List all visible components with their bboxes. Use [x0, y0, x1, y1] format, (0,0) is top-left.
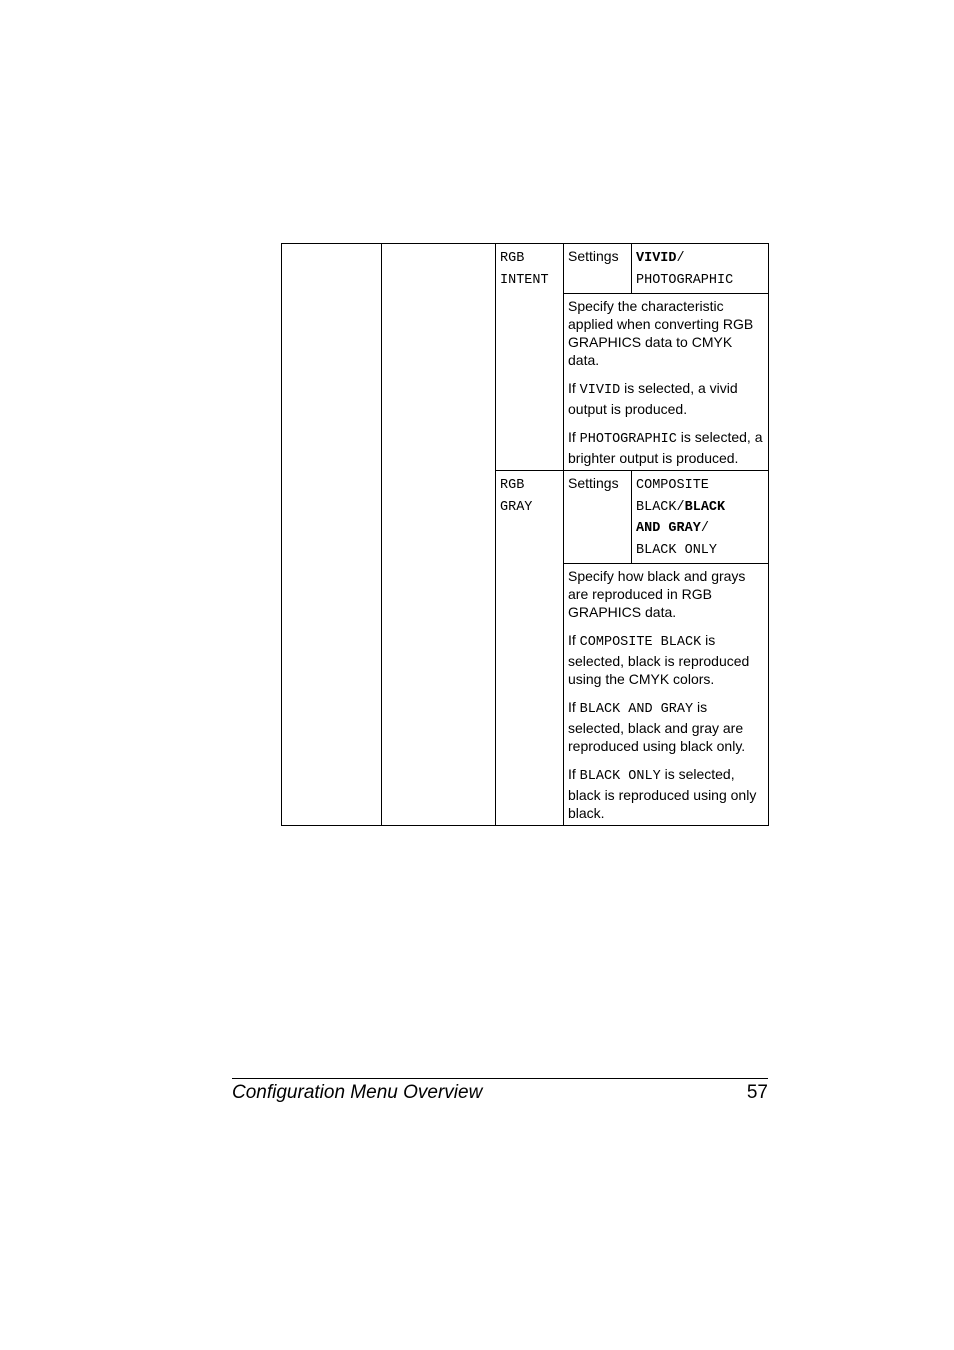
rgb-gray-options: COMPOSITE BLACK/BLACK AND GRAY/ BLACK ONLY	[632, 471, 769, 564]
page-number: 57	[746, 1082, 768, 1103]
option-vivid-default: VIVID	[636, 251, 677, 266]
rgb-intent-settings-row	[282, 244, 769, 294]
footer-title: Configuration Menu Overview	[232, 1082, 483, 1103]
option-photographic: PHOTOGRAPHIC	[636, 272, 734, 288]
config-menu-table	[281, 243, 769, 826]
rgb-gray-description: Specify how black and grays are reproduced in RGB GRAPHICS data. If COMPOSITE BLACK is selected, black is reproduced using the CMYK colors. If BLACK AND GRAY is selected, black and gray are reproduced using black only. If BLACK ONLY is selected, black is reproduced using only black.	[564, 564, 769, 826]
rgb-gray-settings-label: Settings	[564, 471, 632, 564]
rgb-gray-name: RGB GRAY	[496, 471, 564, 826]
rgb-intent-name: RGB INTENT	[496, 244, 564, 471]
rgb-intent-description: Specify the characteristic applied when converting RGB GRAPHICS data to CMYK data. If VIVID is selected, a vivid output is produced. If PHOTOGRAPHIC is selected, a brighter output is produced.	[564, 294, 769, 471]
menu-level1-cell	[282, 244, 382, 826]
menu-level2-cell	[382, 244, 496, 826]
rgb-intent-settings-label: Settings	[564, 244, 632, 294]
page-footer	[232, 1078, 768, 1103]
rgb-intent-options: VIVID/ PHOTOGRAPHIC	[632, 244, 769, 294]
